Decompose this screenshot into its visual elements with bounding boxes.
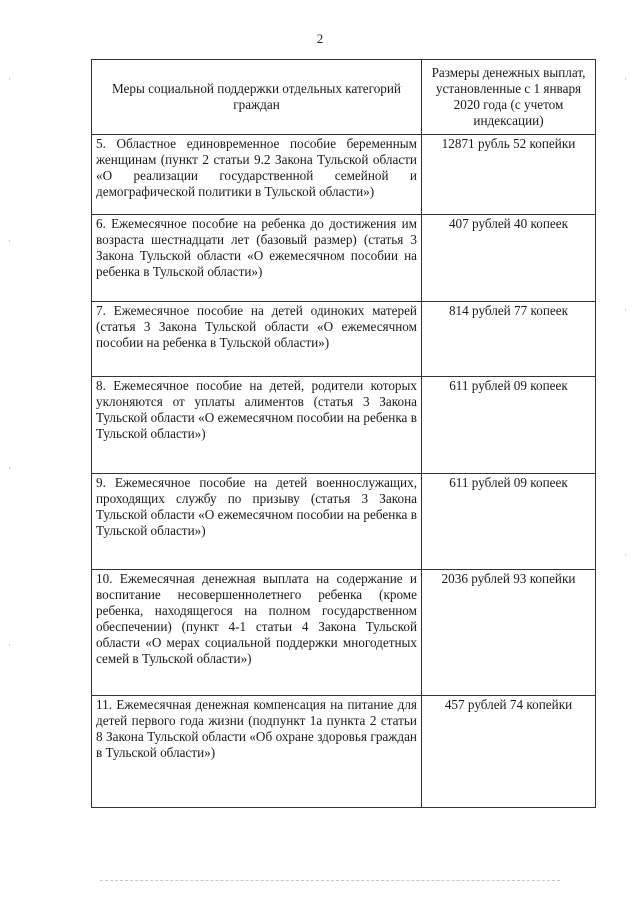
amount-cell: 12871 рубль 52 копейки — [422, 135, 596, 215]
measure-cell: 9. Ежемесячное пособие на детей военнослужащих, проходящих службу по призыву (статья 3 Закона Тульской области «О ежемесячном пособии на ребенка в Тульской области») — [92, 474, 422, 570]
measure-cell: 6. Ежемесячное пособие на ребенка до достижения им возраста шестнадцати лет (базовый размер) (статья 3 Закона Тульской области «О ежемесячном пособии на ребенка в Тульской области») — [92, 215, 422, 302]
header-measures: Меры социальной поддержки отдельных категорий граждан — [92, 60, 422, 135]
table-row — [92, 474, 596, 570]
measure-cell: 8. Ежемесячное пособие на детей, родители которых уклоняются от уплаты алиментов (статья 3 Закона Тульской области «О ежемесячном пособии на ребенка в Тульской области») — [92, 377, 422, 474]
table-row — [92, 215, 596, 302]
social-support-table — [91, 59, 596, 808]
measure-cell: 7. Ежемесячное пособие на детей одиноких матерей (статья 3 Закона Тульской области «О ежемесячном пособии на ребенка в Тульской области») — [92, 302, 422, 377]
header-amounts: Размеры денежных выплат, установленные с 1 января 2020 года (с учетом индексации) — [422, 60, 596, 135]
amount-cell: 407 рублей 40 копеек — [422, 215, 596, 302]
scan-margin-mark: · — [8, 236, 11, 246]
table-row — [92, 377, 596, 474]
amount-cell: 2036 рублей 93 копейки — [422, 570, 596, 696]
measure-cell: 11. Ежемесячная денежная компенсация на питание для детей первого года жизни (подпункт 1а пункта 2 статьи 8 Закона Тульской области «Об охране здоровья граждан в Тульской области») — [92, 696, 422, 808]
table-row — [92, 302, 596, 377]
page-number: 2 — [316, 31, 324, 46]
amount-cell: 611 рублей 09 копеек — [422, 474, 596, 570]
measure-cell: 10. Ежемесячная денежная выплата на содержание и воспитание несовершеннолетнего ребенка (кроме ребенка, находящегося на полном государственном обеспечении) (пункт 4-1 статьи 4 Закона Тульской области «О мерах социальной поддержки многодетных семей в Тульской области») — [92, 570, 422, 696]
scan-margin-mark: · — [8, 640, 11, 650]
amount-cell: 814 рублей 77 копеек — [422, 302, 596, 377]
amount-cell: 457 рублей 74 копейки — [422, 696, 596, 808]
table-row — [92, 696, 596, 808]
measure-cell: 5. Областное единовременное пособие беременным женщинам (пункт 2 статьи 9.2 Закона Тульской области «О реализации государственной семейной и демографической политики в Тульской области») — [92, 135, 422, 215]
scan-margin-mark: · — [624, 305, 627, 315]
table-header-row — [92, 60, 596, 135]
amount-cell: 611 рублей 09 копеек — [422, 377, 596, 474]
scan-margin-mark: · — [624, 74, 627, 84]
scan-margin-mark: · — [8, 463, 11, 473]
scan-margin-mark: · — [8, 74, 11, 84]
scan-margin-mark: · — [624, 550, 627, 560]
table-row — [92, 570, 596, 696]
table-row — [92, 135, 596, 215]
scan-footer-dots — [100, 880, 560, 881]
